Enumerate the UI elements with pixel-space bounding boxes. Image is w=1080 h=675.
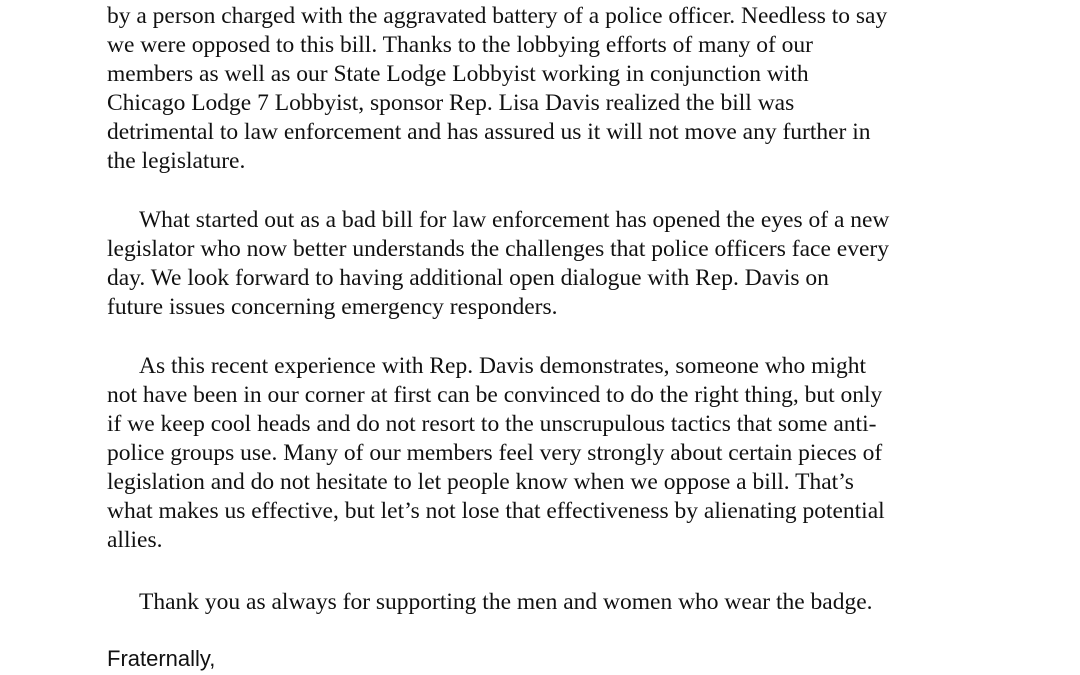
text-line: What started out as a bad bill for law enforcement has opened the eyes of a new xyxy=(139,207,890,233)
text-line: not have been in our corner at first can be convinced to do the right thing, but only xyxy=(107,382,883,408)
text-line: Thank you as always for supporting the men and women who wear the badge. xyxy=(139,589,873,615)
text-line: legislator who now better understands the challenges that police officers face every xyxy=(107,236,889,262)
text-line: allies. xyxy=(107,527,163,553)
paragraph-bill-opposition xyxy=(107,2,987,176)
text-line: police groups use. Many of our members feel very strongly about certain pieces of xyxy=(107,440,883,466)
paragraph-cool-heads xyxy=(107,352,987,555)
closing-salutation: Fraternally, xyxy=(107,646,216,671)
text-line: by a person charged with the aggravated battery of a police officer. Needless to say xyxy=(107,3,888,29)
text-line: future issues concerning emergency responders. xyxy=(107,294,558,320)
text-line: legislation and do not hesitate to let people know when we oppose a bill. That’s xyxy=(107,469,854,495)
text-line: day. We look forward to having additional open dialogue with Rep. Davis on xyxy=(107,265,829,291)
text-line: what makes us effective, but let’s not lose that effectiveness by alienating potential xyxy=(107,498,885,524)
text-line: the legislature. xyxy=(107,148,246,174)
text-line: As this recent experience with Rep. Davis demonstrates, someone who might xyxy=(139,353,867,379)
paragraph-thank-you xyxy=(107,588,987,617)
text-line: detrimental to law enforcement and has assured us it will not move any further in xyxy=(107,119,871,145)
text-line: we were opposed to this bill. Thanks to the lobbying efforts of many of our xyxy=(107,32,813,58)
paragraph-new-legislator xyxy=(107,206,987,322)
text-line: Chicago Lodge 7 Lobbyist, sponsor Rep. Lisa Davis realized the bill was xyxy=(107,90,795,116)
text-line: if we keep cool heads and do not resort to the unscrupulous tactics that some anti- xyxy=(107,411,877,437)
text-line: members as well as our State Lodge Lobbyist working in conjunction with xyxy=(107,61,809,87)
